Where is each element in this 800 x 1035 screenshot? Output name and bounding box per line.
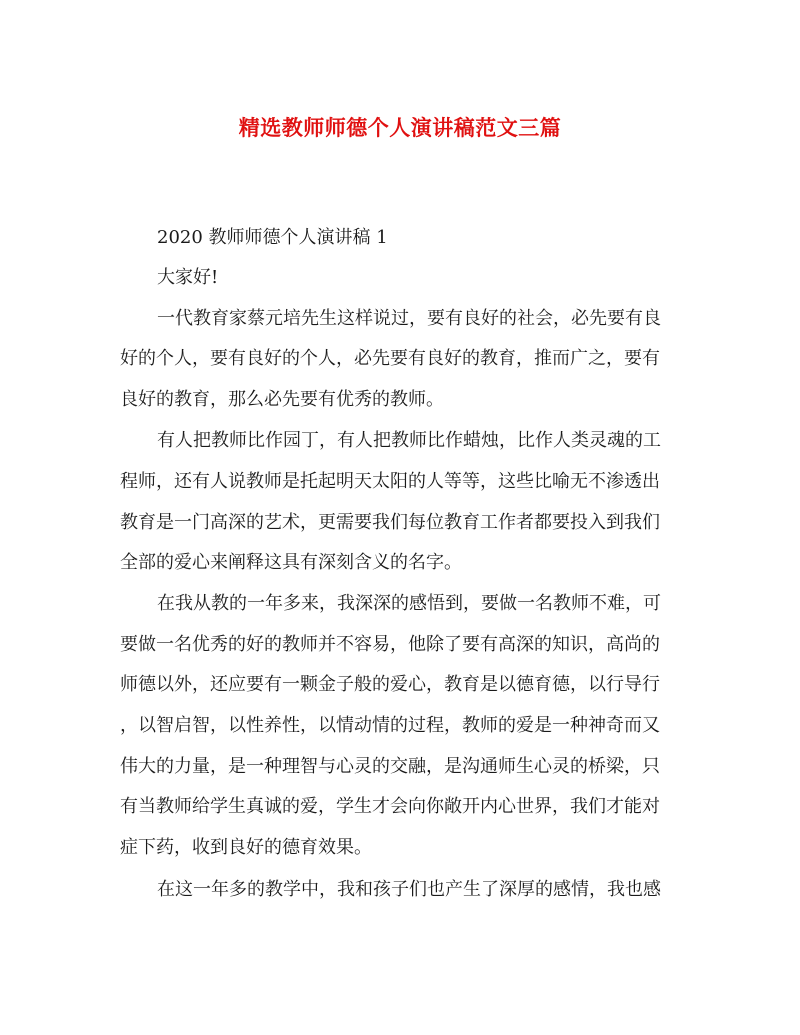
paragraph-line: 一代教育家蔡元培先生这样说过，要有良好的社会，必先要有良 [157,308,661,329]
paragraph-line: 要做一名优秀的好的教师并不容易，他除了要有高深的知识，高尚的 [120,634,660,655]
paragraph-line: 良好的教育，那么必先要有优秀的教师。 [120,389,444,410]
paragraph-line: 教育是一门高深的艺术，更需要我们每位教育工作者都要投入到我们 [120,512,660,533]
paragraph-line: 在这一年多的教学中，我和孩子们也产生了深厚的感情，我也感 [157,879,661,900]
paragraph-line: 在我从教的一年多来，我深深的感悟到，要做一名教师不难，可 [157,593,661,614]
paragraph-line: 师德以外，还应要有一颗金子般的爱心，教育是以德育德，以行导行 [120,674,660,695]
paragraph-line: 有当教师给学生真诚的爱，学生才会向你敞开内心世界，我们才能对 [120,796,660,817]
speech-heading: 2020 教师师德个人演讲稿 1 [157,227,388,248]
paragraph-line: 症下药，收到良好的德育效果。 [120,837,372,858]
paragraph-line: 有人把教师比作园丁，有人把教师比作蜡烛，比作人类灵魂的工 [157,430,661,451]
paragraph-line: ，以智启智，以性养性，以情动情的过程，教师的爱是一种神奇而又 [120,715,660,736]
greeting: 大家好! [157,267,219,288]
document-title: 精选教师师德个人演讲稿范文三篇 [238,115,562,140]
paragraph-line: 好的个人，要有良好的个人，必先要有良好的教育，推而广之，要有 [120,348,660,369]
paragraph-line: 全部的爱心来阐释这具有深刻含义的名字。 [120,552,462,573]
paragraph-line: 伟大的力量，是一种理智与心灵的交融，是沟通师生心灵的桥梁，只 [120,756,660,777]
paragraph-line: 程师，还有人说教师是托起明天太阳的人等等，这些比喻无不渗透出 [120,471,660,492]
